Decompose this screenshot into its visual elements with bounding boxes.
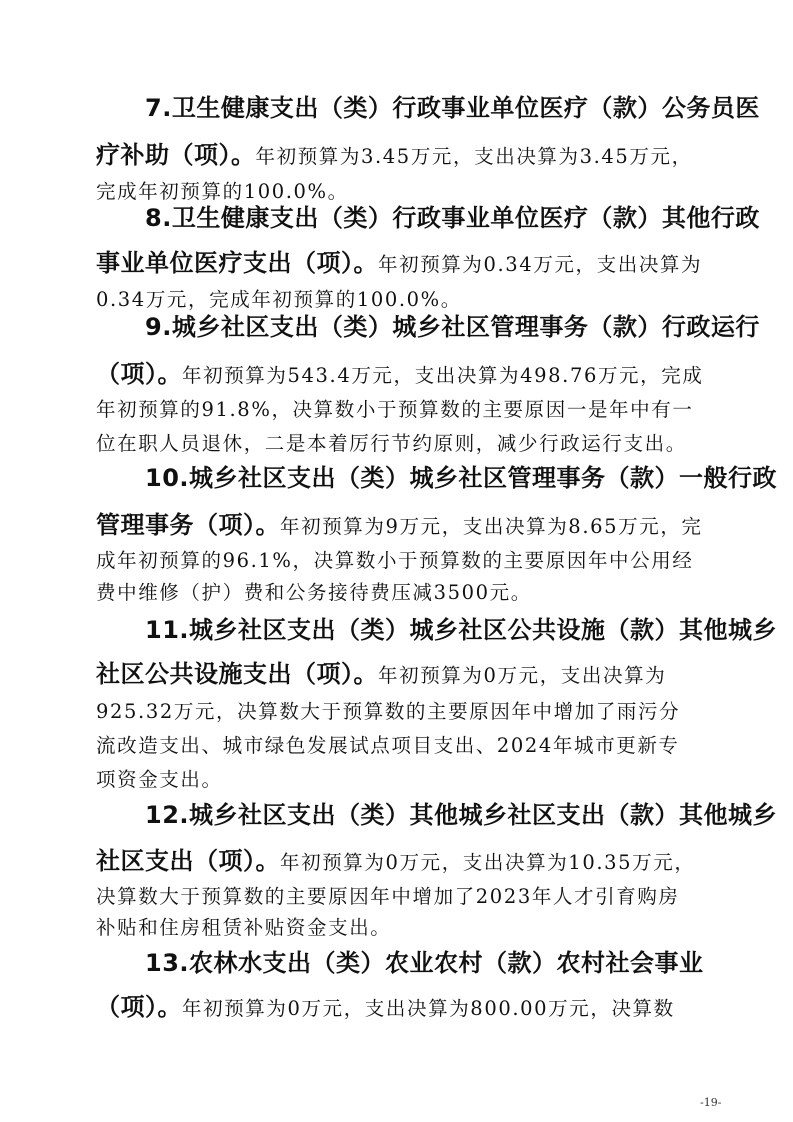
item-line: 事业单位医疗支出（项）。年初预算为0.34万元，支出决算为 [96, 249, 703, 277]
page-number: -19- [700, 1096, 722, 1109]
item-heading: 8.卫生健康支出（类）行政事业单位医疗（款）其他行政 [145, 204, 760, 232]
item-line: 社区公共设施支出（项）。年初预算为0万元，支出决算为 [96, 660, 667, 688]
item-line: 流改造支出、城市绿色发展试点项目支出、2024年城市更新专 [96, 734, 680, 757]
item-line: 位在职人员退休，二是本着厉行节约原则，减少行政运行支出。 [96, 432, 687, 455]
item-line: 完成年初预算的100.0%。 [96, 180, 349, 203]
item-line: （项）。年初预算为0万元，支出决算为800.00万元，决算数 [96, 993, 675, 1021]
item-line: 决算数大于预算数的主要原因年中增加了2023年人才引育购房 [96, 885, 680, 908]
item-line: 社区支出（项）。年初预算为0万元，支出决算为10.35万元， [96, 847, 696, 875]
item-line: 项资金支出。 [96, 768, 223, 791]
item-heading: 7.卫生健康支出（类）行政事业单位医疗（款）公务员医 [145, 94, 760, 122]
item-heading: 10.城乡社区支出（类）城乡社区管理事务（款）一般行政 [145, 464, 778, 492]
item-line: 年初预算的91.8%，决算数小于预算数的主要原因一是年中有一 [96, 398, 694, 421]
item-line: 补贴和住房租赁补贴资金支出。 [96, 916, 392, 939]
item-line: 管理事务（项）。年初预算为9万元，支出决算为8.65万元，完 [96, 511, 703, 539]
item-line: 0.34万元，完成年初预算的100.0%。 [96, 288, 462, 311]
item-line: 925.32万元，决算数大于预算数的主要原因年中增加了雨污分 [96, 700, 681, 723]
item-line: （项）。年初预算为543.4万元，支出决算为498.76万元，完成 [96, 360, 704, 388]
item-heading: 11.城乡社区支出（类）城乡社区公共设施（款）其他城乡 [145, 616, 778, 644]
item-heading: 12.城乡社区支出（类）其他城乡社区支出（款）其他城乡 [145, 801, 778, 829]
item-heading: 13.农林水支出（类）农业农村（款）农村社会事业 [145, 949, 704, 977]
item-heading: 9.城乡社区支出（类）城乡社区管理事务（款）行政运行 [145, 313, 760, 341]
item-line: 成年初预算的96.1%，决算数小于预算数的主要原因年中公用经 [96, 549, 694, 572]
item-line: 疗补助（项）。年初预算为3.45万元，支出决算为3.45万元， [96, 141, 693, 169]
item-line: 费中维修（护）费和公务接待费压减3500元。 [96, 581, 532, 604]
